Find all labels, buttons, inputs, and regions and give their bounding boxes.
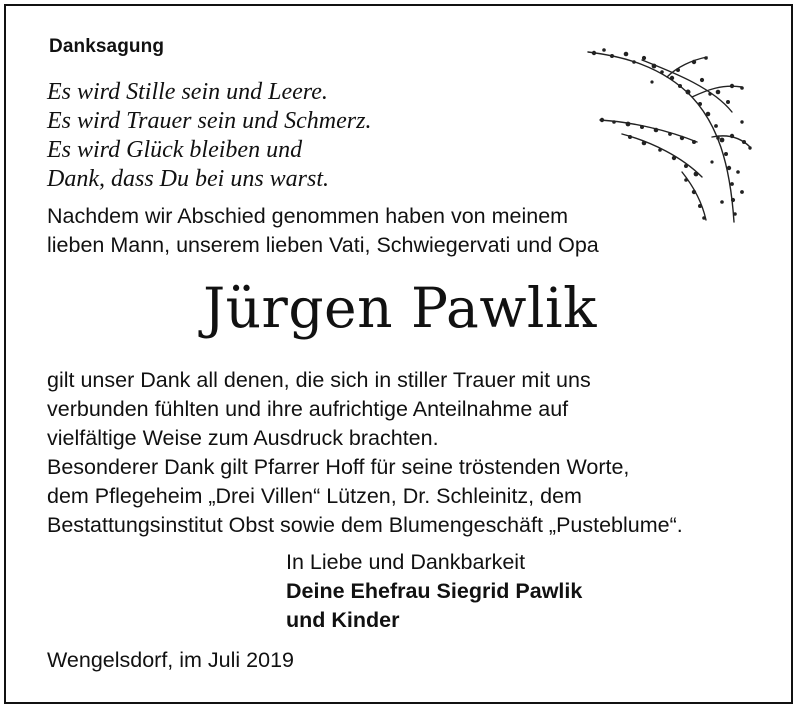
intro-line: Nachdem wir Abschied genommen haben von meinem (47, 204, 569, 228)
poem-line: Es wird Glück bleiben und (47, 137, 303, 163)
poem-line: Dank, dass Du bei uns warst. (47, 166, 330, 192)
place-date (47, 646, 294, 675)
thanks-line: gilt unser Dank all denen, die sich in stiller Trauer mit uns (47, 368, 591, 392)
thanks-line: Bestattungsinstitut Obst sowie dem Blumengeschäft „Pusteblume“. (47, 513, 683, 537)
family-line: Deine Ehefrau Siegrid Pawlik (286, 579, 583, 603)
flower-branch-icon (582, 42, 757, 227)
thanks-line: dem Pflegeheim „Drei Villen“ Lützen, Dr. Schleinitz, dem (47, 484, 582, 508)
thanks-line: vielfältige Weise zum Ausdruck brachten. (47, 426, 439, 450)
thanks-line: verbunden fühlten und ihre aufrichtige Anteilnahme auf (47, 397, 569, 421)
closing-line: In Liebe und Dankbarkeit (286, 550, 526, 574)
family-line: und Kinder (286, 608, 400, 632)
place-date-line: Wengelsdorf, im Juli 2019 (47, 648, 294, 672)
poem-line: Es wird Stille sein und Leere. (47, 79, 328, 105)
intro (47, 202, 599, 260)
intro-line: lieben Mann, unserem lieben Vati, Schwiegervati und Opa (47, 233, 599, 257)
poem (47, 78, 371, 194)
thanks-text (47, 366, 683, 540)
notice-title: Danksagung (49, 36, 165, 57)
thanks-line: Besonderer Dank gilt Pfarrer Hoff für seine tröstenden Worte, (47, 455, 630, 479)
deceased-name: Jürgen Pawlik (203, 276, 597, 340)
poem-line: Es wird Trauer sein und Schmerz. (47, 108, 372, 134)
signature (286, 548, 582, 635)
